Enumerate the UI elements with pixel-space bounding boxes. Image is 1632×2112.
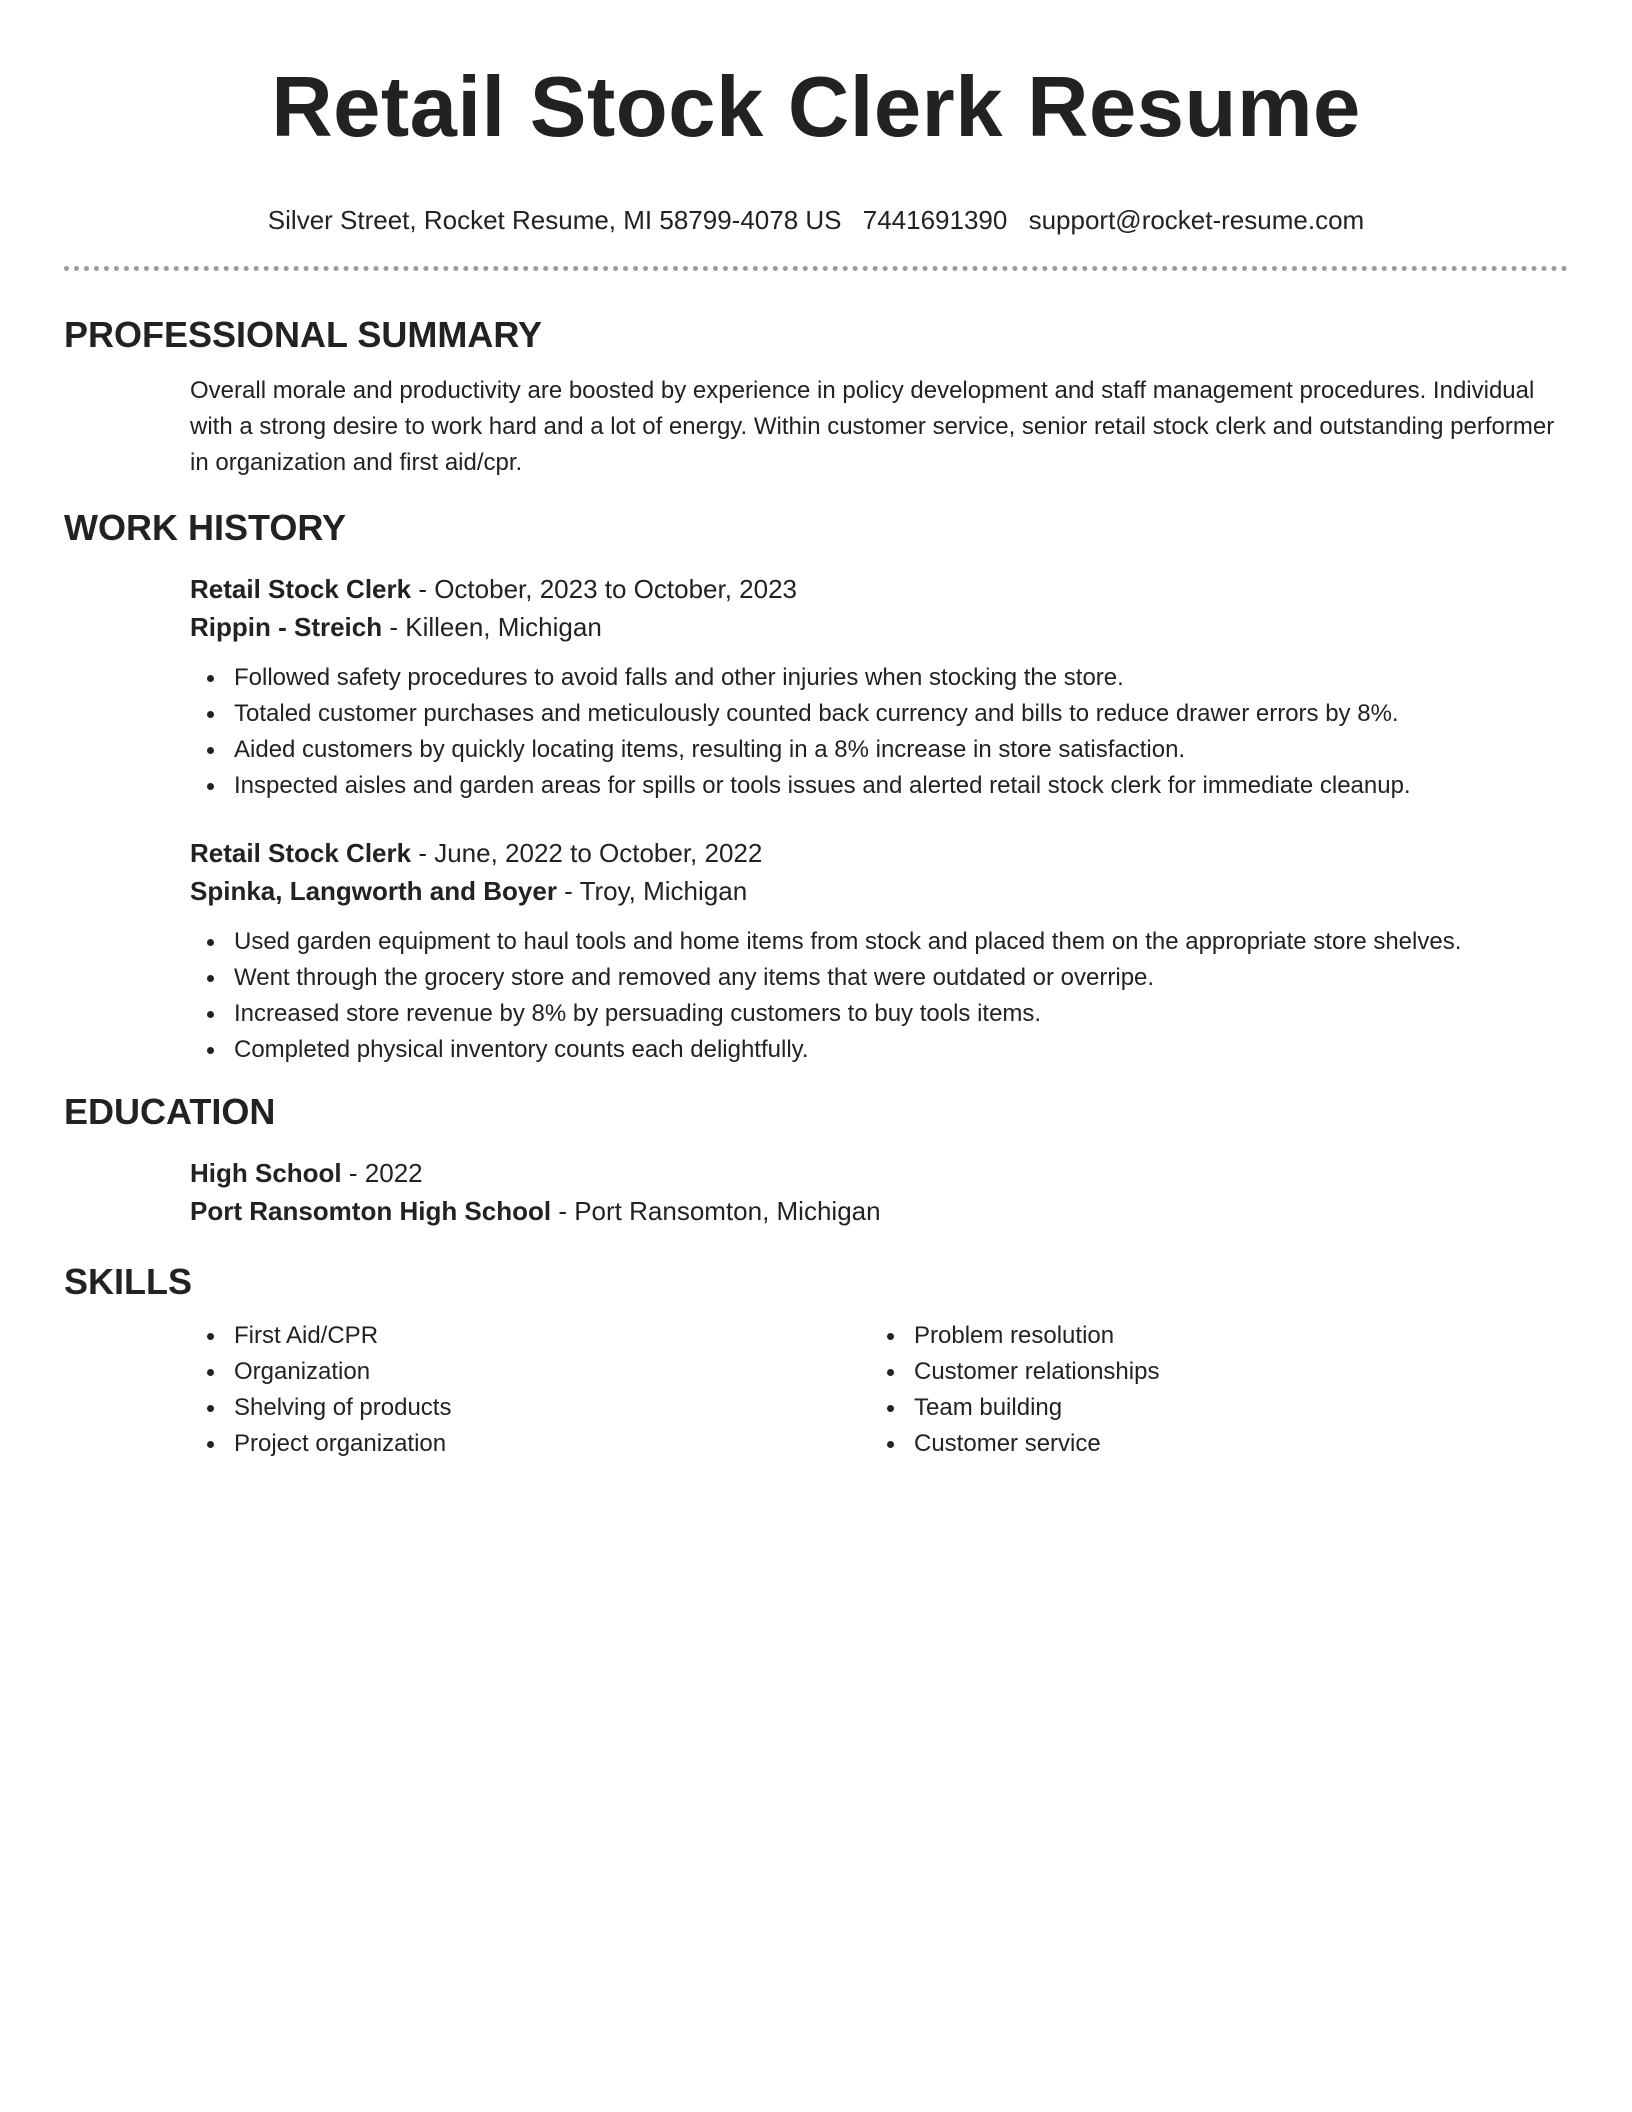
job-duty: Went through the grocery store and removed any items that were outdated or overripe. [190,960,1568,996]
skill-item: Problem resolution [870,1318,1550,1354]
job-location: - Killeen, Michigan [382,612,602,642]
summary-section [190,373,1568,481]
degree-line [190,1154,1568,1192]
job-duties-list [190,660,1568,804]
degree-year: - 2022 [341,1158,423,1188]
school-location: - Port Ransomton, Michigan [551,1196,881,1226]
job-company: Spinka, Langworth and Boyer [190,876,557,906]
skills-section [190,1318,1568,1462]
job-duties-list [190,924,1568,1068]
job-duty: Followed safety procedures to avoid falls and other injuries when stocking the store. [190,660,1568,696]
job-location: - Troy, Michigan [556,876,748,906]
summary-text: Overall morale and productivity are boosted by experience in policy development and staff management procedures. Individual with a strong desire to work hard and a lot of energy. Within customer service, senior retail stock clerk and outstanding performer in organization and first aid/cpr. [190,377,1555,476]
contact-address: Silver Street, Rocket Resume, MI 58799-4078 US [267,205,842,235]
contact-line [64,204,1568,236]
job-title: Retail Stock Clerk [190,574,412,604]
resume-title: Retail Stock Clerk Resume [271,60,1361,155]
skill-item: Shelving of products [190,1390,870,1426]
header-divider [64,266,1568,271]
education-entry [190,1154,1568,1230]
job-entry [190,570,1568,804]
skill-item: Project organization [190,1426,870,1462]
skill-item: Organization [190,1354,870,1390]
skill-item: Team building [870,1390,1550,1426]
job-duty: Increased store revenue by 8% by persuading customers to buy tools items. [190,996,1568,1032]
job-dates: - October, 2023 to October, 2023 [411,574,798,604]
summary-heading: PROFESSIONAL SUMMARY [64,314,543,355]
job-title-line [190,834,1568,872]
job-company-line [190,872,1568,910]
job-dates: - June, 2022 to October, 2022 [411,838,763,868]
skill-item: Customer relationships [870,1354,1550,1390]
job-duty: Completed physical inventory counts each delightfully. [190,1032,1568,1068]
education-heading: EDUCATION [64,1091,276,1132]
school-name: Port Ransomton High School [190,1196,552,1226]
job-company: Rippin - Streich [190,612,383,642]
skills-heading: SKILLS [64,1261,193,1302]
job-duty: Inspected aisles and garden areas for spills or tools issues and alerted retail stock clerk for immediate cleanup. [190,768,1568,804]
skills-list-left [190,1318,870,1462]
job-title-line [190,570,1568,608]
work-history-heading: WORK HISTORY [64,507,347,548]
skill-item: Customer service [870,1426,1550,1462]
skills-list-right [870,1318,1550,1462]
job-duty: Used garden equipment to haul tools and home items from stock and placed them on the appropriate store shelves. [190,924,1568,960]
job-duty: Totaled customer purchases and meticulously counted back currency and bills to reduce drawer errors by 8%. [190,696,1568,732]
skill-item: First Aid/CPR [190,1318,870,1354]
job-entry [190,834,1568,1068]
degree: High School [190,1158,342,1188]
contact-phone: 7441691390 [862,205,1008,235]
contact-email: support@rocket-resume.com [1028,205,1365,235]
job-company-line [190,608,1568,646]
job-title: Retail Stock Clerk [190,838,412,868]
school-line [190,1192,1568,1230]
job-duty: Aided customers by quickly locating items, resulting in a 8% increase in store satisfaction. [190,732,1568,768]
